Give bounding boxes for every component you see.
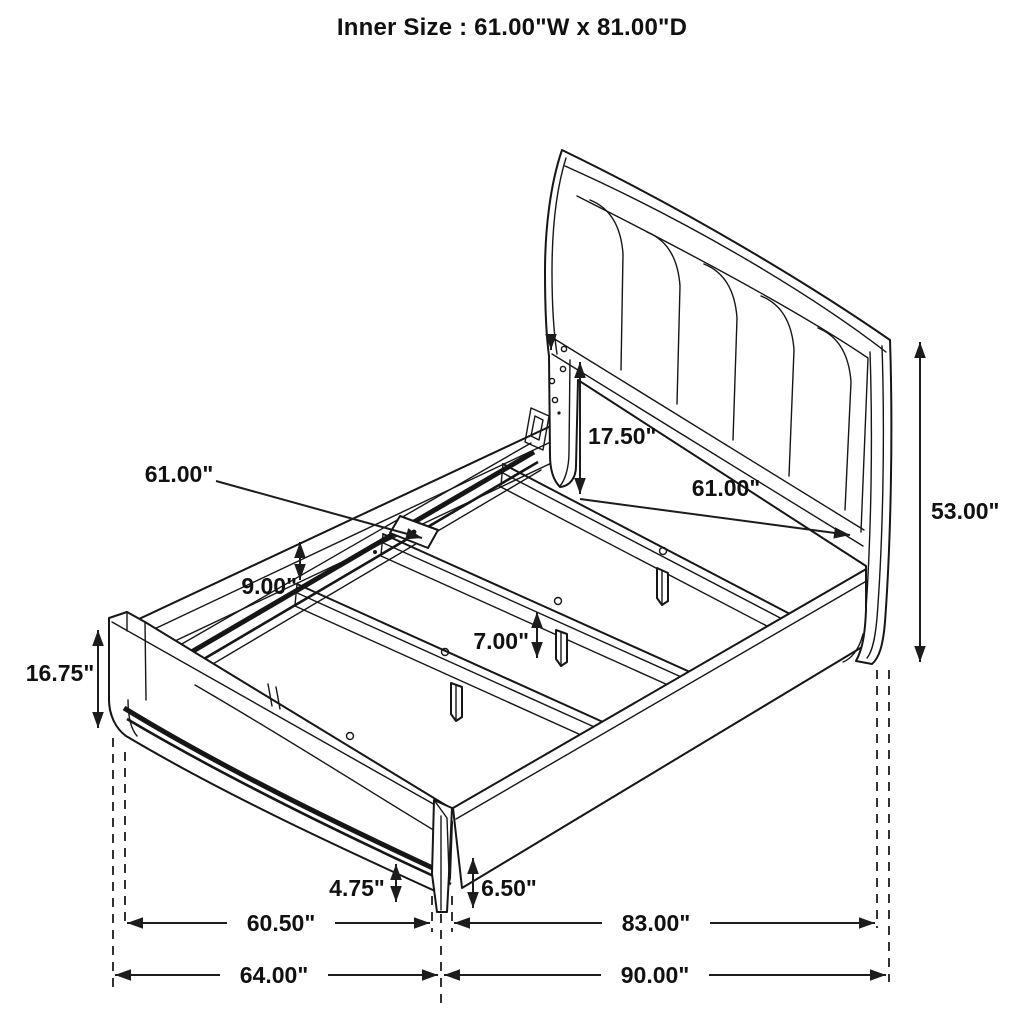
footboard	[109, 612, 452, 896]
left-side-rail	[124, 425, 560, 658]
dim-center-leg-height	[473, 612, 537, 658]
front-corner-leg	[432, 800, 452, 912]
right-side-rail	[453, 568, 877, 888]
page-title: Inner Size : 61.00"W x 81.00"D	[336, 14, 688, 41]
dim-label: 64.00"	[239, 962, 309, 988]
dim-label: 17.50"	[588, 423, 657, 449]
dim-label: 16.75"	[25, 660, 95, 686]
dim-label: 9.00"	[241, 573, 297, 599]
dim-label: 83.00"	[621, 910, 691, 936]
dim-front-leg-height	[329, 864, 396, 902]
dim-label: 61.00"	[144, 461, 214, 487]
dim-label: 53.00"	[931, 498, 1000, 524]
dim-label: 60.50"	[246, 910, 316, 936]
dim-label: 6.50"	[481, 875, 537, 901]
dim-headboard-height	[920, 342, 999, 662]
dim-label: 61.00"	[691, 475, 761, 501]
dim-rail-drop	[241, 542, 300, 599]
dim-overall-width	[115, 960, 438, 990]
dim-inner-width-left	[145, 461, 422, 538]
dim-footboard-width	[127, 908, 430, 938]
dim-label: 90.00"	[620, 962, 690, 988]
dim-label: 4.75"	[329, 875, 385, 901]
dim-label: 7.00"	[473, 628, 529, 654]
dim-side-rail-length	[454, 908, 875, 938]
dim-overall-depth	[444, 960, 886, 990]
dim-footboard-height	[26, 630, 98, 728]
